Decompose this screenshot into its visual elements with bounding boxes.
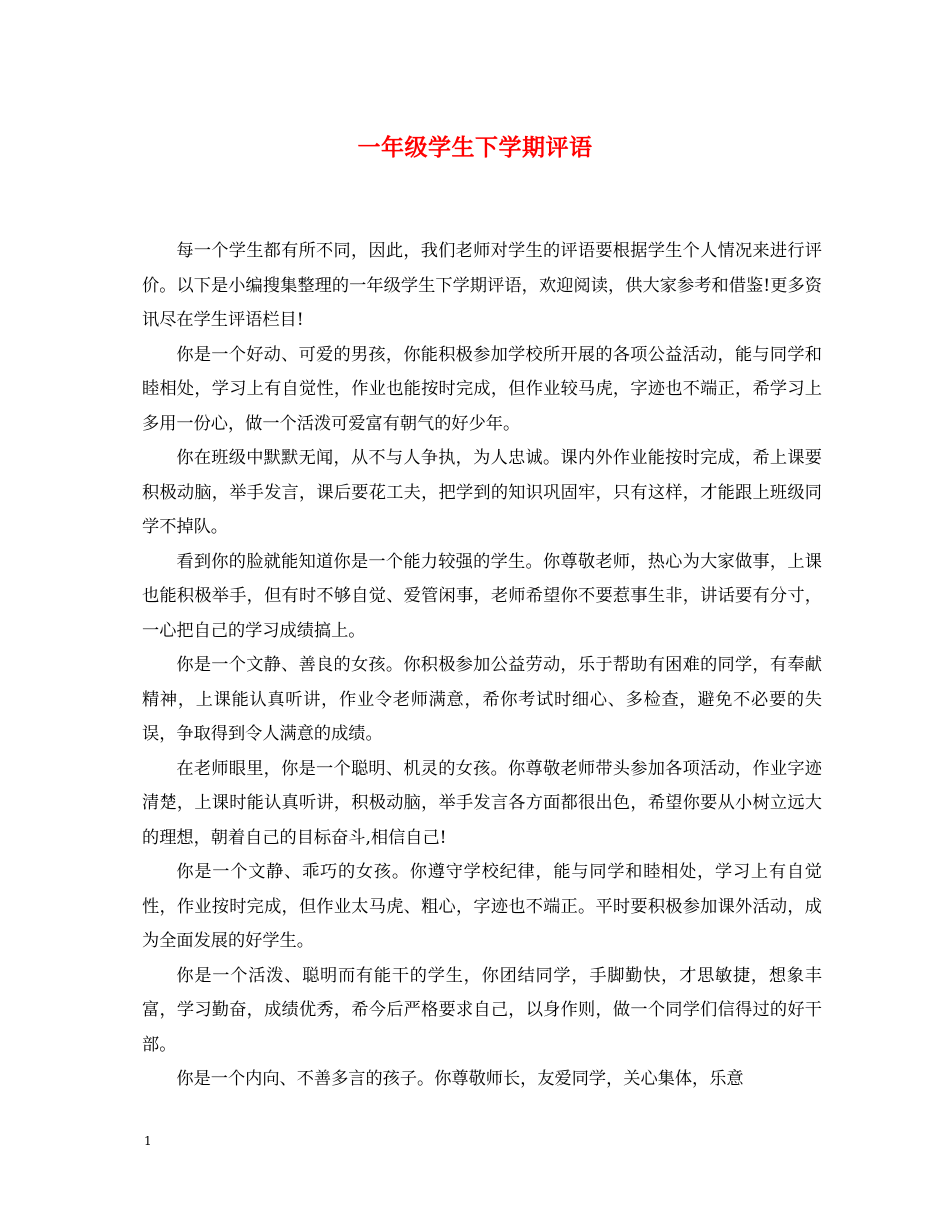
paragraph: 每一个学生都有所不同，因此，我们老师对学生的评语要根据学生个人情况来进行评价。以下是小编搜集整理的一年级学生下学期评语，欢迎阅读，供大家参考和借鉴!更多资讯尽在学生评语栏目! [142,241,822,330]
page-number: 1 [144,1134,152,1148]
paragraph: 你是一个内向、不善多言的孩子。你尊敬师长，友爱同学，关心集体，乐意 [176,1069,744,1089]
paragraph: 你在班级中默默无闻，从不与人争执，为人忠诚。课内外作业能按时完成，希上课要积极动脑，举手发言，课后要花工夫，把学到的知识巩固牢，只有这样，才能跟上班级同学不掉队。 [142,448,822,537]
paragraph: 在老师眼里，你是一个聪明、机灵的女孩。你尊敬老师带头参加各项活动，作业字迹清楚，上课时能认真听讲，积极动脑，举手发言各方面都很出色，希望你要从小树立远大的理想，朝着自己的目标奋斗,相信自己! [142,758,822,848]
paragraph: 看到你的脸就能知道你是一个能力较强的学生。你尊敬老师，热心为大家做事，上课也能积极举手，但有时不够自觉、爱管闲事，老师希望你不要惹事生非，讲话要有分寸，一心把自己的学习成绩搞上。 [142,551,822,641]
paragraph: 你是一个好动、可爱的男孩，你能积极参加学校所开展的各项公益活动，能与同学和睦相处，学习上有自觉性，作业也能按时完成，但作业较马虎，字迹也不端正，希学习上多用一份心，做一个活泼可爱富有朝气的好少年。 [142,344,822,434]
paragraph: 你是一个文静、善良的女孩。你积极参加公益劳动，乐于帮助有困难的同学，有奉献精神，上课能认真听讲，作业令老师满意，希你考试时细心、多检查，避免不必要的失误，争取得到令人满意的成绩。 [142,655,822,744]
paragraph: 你是一个文静、乖巧的女孩。你遵守学校纪律，能与同学和睦相处，学习上有自觉性，作业按时完成，但作业太马虎、粗心，字迹也不端正。平时要积极参加课外活动，成为全面发展的好学生。 [142,862,822,951]
paragraph: 你是一个活泼、聪明而有能干的学生，你团结同学，手脚勤快，才思敏捷，想象丰富，学习勤奋，成绩优秀，希今后严格要求自己，以身作则，做一个同学们信得过的好干部。 [142,965,822,1055]
document-body [142,234,822,1097]
document-title: 一年级学生下学期评语 [357,134,593,161]
